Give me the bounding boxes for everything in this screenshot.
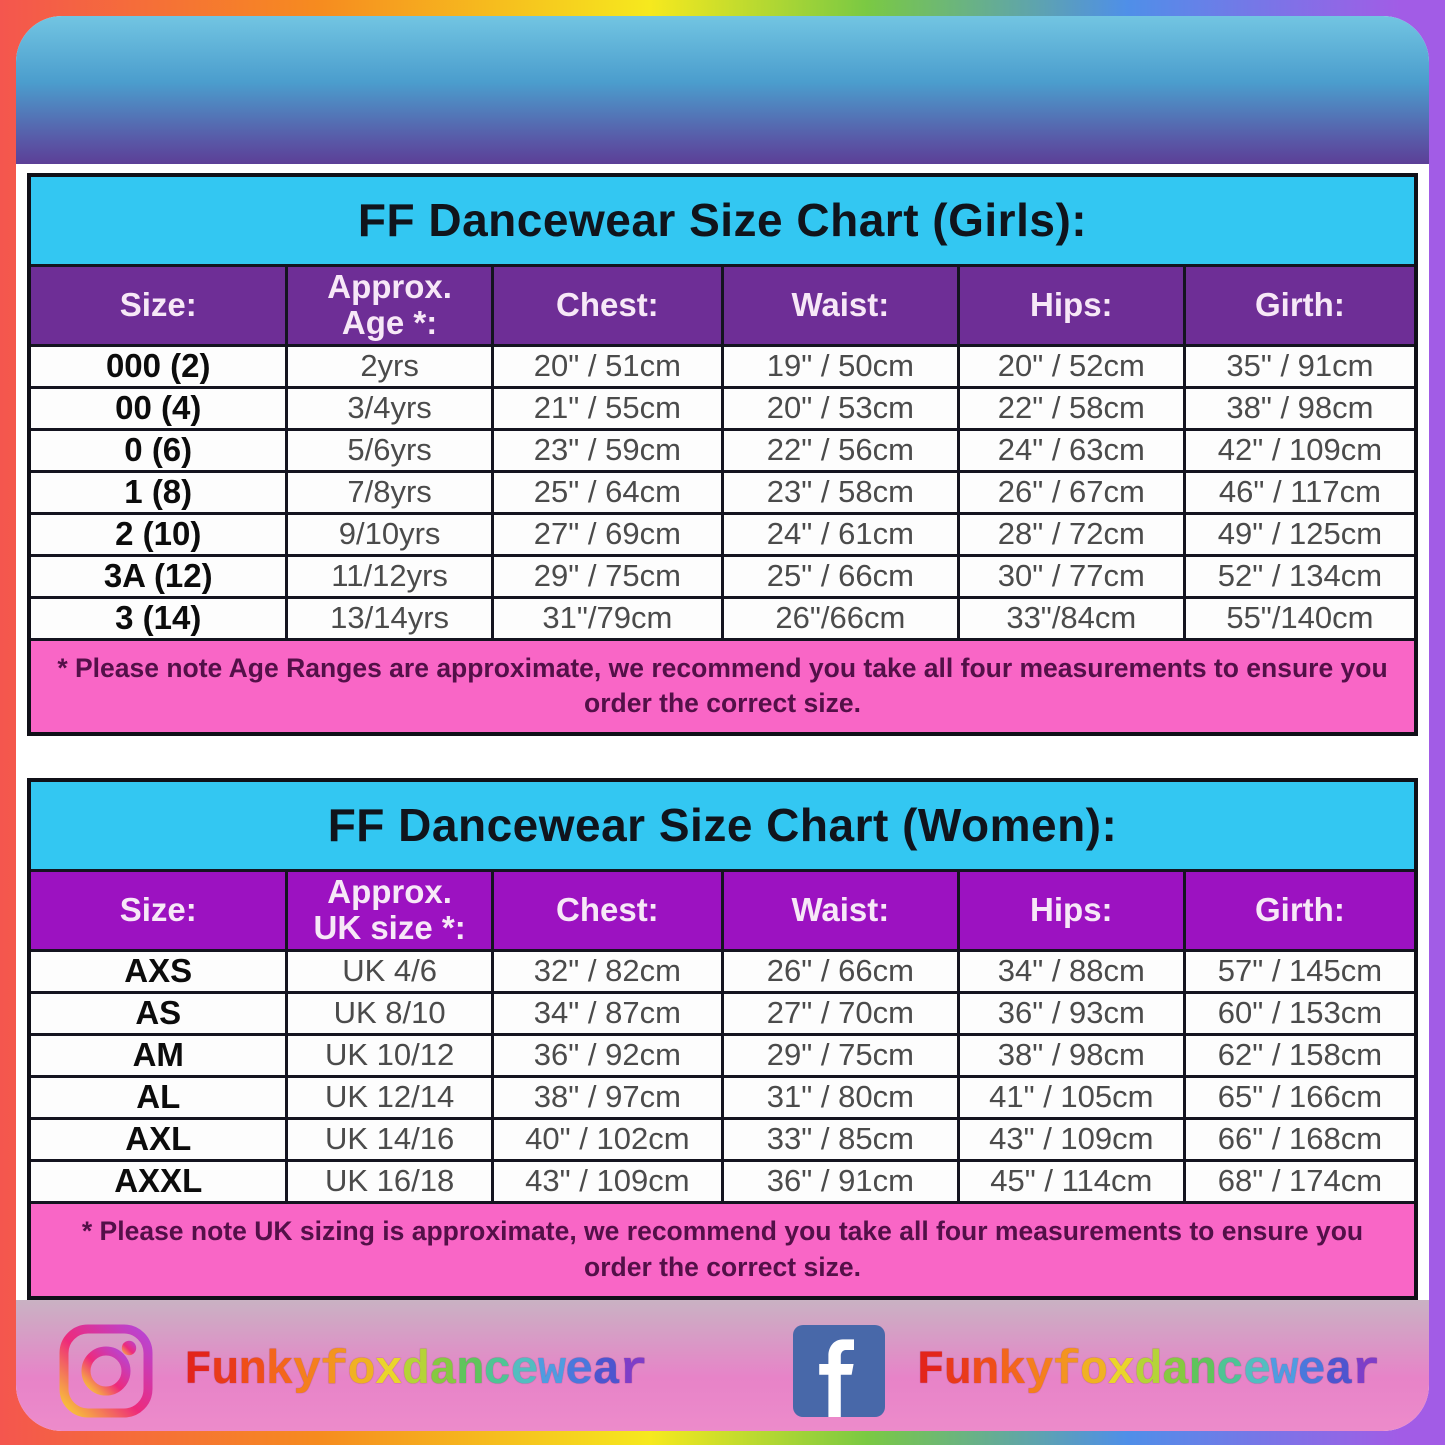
top-gradient-band xyxy=(16,16,1429,164)
women-table-title: FF Dancewear Size Chart (Women): xyxy=(29,780,1416,870)
table-cell: 55"/140cm xyxy=(1184,597,1416,639)
table-cell: 45" / 114cm xyxy=(958,1160,1184,1202)
table-cell: 52" / 134cm xyxy=(1184,555,1416,597)
table-cell: 57" / 145cm xyxy=(1184,950,1416,992)
table-cell: 38" / 98cm xyxy=(1184,387,1416,429)
column-header: Waist: xyxy=(722,265,958,345)
table-cell: 43" / 109cm xyxy=(958,1118,1184,1160)
table-cell: 25" / 64cm xyxy=(492,471,722,513)
table-cell: 30" / 77cm xyxy=(958,555,1184,597)
table-cell: 65" / 166cm xyxy=(1184,1076,1416,1118)
table-cell: 21" / 55cm xyxy=(492,387,722,429)
instagram-icon xyxy=(58,1323,154,1419)
column-header: Size: xyxy=(29,870,287,950)
table-cell: 32" / 82cm xyxy=(492,950,722,992)
table-cell: 60" / 153cm xyxy=(1184,992,1416,1034)
table-cell: UK 8/10 xyxy=(287,992,492,1034)
table-cell: 36" / 91cm xyxy=(722,1160,958,1202)
table-row xyxy=(29,345,1416,387)
table-row xyxy=(29,555,1416,597)
table-cell: 38" / 98cm xyxy=(958,1034,1184,1076)
table-cell: 26" / 66cm xyxy=(722,950,958,992)
table-cell: 31" / 80cm xyxy=(722,1076,958,1118)
table-cell: 24" / 61cm xyxy=(722,513,958,555)
table-cell: 20" / 51cm xyxy=(492,345,722,387)
table-cell: UK 14/16 xyxy=(287,1118,492,1160)
table-cell: 5/6yrs xyxy=(287,429,492,471)
table-cell: AL xyxy=(29,1076,287,1118)
table-row xyxy=(29,429,1416,471)
table-row xyxy=(29,950,1416,992)
table-cell: 29" / 75cm xyxy=(492,555,722,597)
table-cell: UK 10/12 xyxy=(287,1034,492,1076)
women-header-row xyxy=(29,870,1416,950)
table-cell: 000 (2) xyxy=(29,345,287,387)
table-cell: 43" / 109cm xyxy=(492,1160,722,1202)
column-header: Hips: xyxy=(958,870,1184,950)
table-cell: AXL xyxy=(29,1118,287,1160)
table-cell: 46" / 117cm xyxy=(1184,471,1416,513)
social-footer xyxy=(16,1300,1429,1431)
table-cell: AXXL xyxy=(29,1160,287,1202)
instagram-handle-text: Funkyfoxdancewear xyxy=(184,1344,647,1398)
table-cell: 23" / 58cm xyxy=(722,471,958,513)
table-cell: 66" / 168cm xyxy=(1184,1118,1416,1160)
table-row xyxy=(29,1076,1416,1118)
column-header: Chest: xyxy=(492,870,722,950)
column-header: Size: xyxy=(29,265,287,345)
card-background xyxy=(16,16,1429,1431)
table-cell: 2 (10) xyxy=(29,513,287,555)
girls-header-row xyxy=(29,265,1416,345)
table-cell: 38" / 97cm xyxy=(492,1076,722,1118)
table-cell: 40" / 102cm xyxy=(492,1118,722,1160)
table-cell: 25" / 66cm xyxy=(722,555,958,597)
table-row xyxy=(29,1118,1416,1160)
girls-table-title: FF Dancewear Size Chart (Girls): xyxy=(29,175,1416,265)
table-cell: 26"/66cm xyxy=(722,597,958,639)
table-cell: UK 4/6 xyxy=(287,950,492,992)
column-header: Girth: xyxy=(1184,870,1416,950)
table-cell: 20" / 52cm xyxy=(958,345,1184,387)
table-cell: 27" / 70cm xyxy=(722,992,958,1034)
table-cell: AM xyxy=(29,1034,287,1076)
size-charts-content xyxy=(16,164,1429,1300)
table-cell: 36" / 92cm xyxy=(492,1034,722,1076)
table-cell: 26" / 67cm xyxy=(958,471,1184,513)
table-cell: UK 12/14 xyxy=(287,1076,492,1118)
column-header: Waist: xyxy=(722,870,958,950)
table-row xyxy=(29,387,1416,429)
table-cell: 33" / 85cm xyxy=(722,1118,958,1160)
table-cell: 3 (14) xyxy=(29,597,287,639)
women-size-note: * Please note UK sizing is approximate, we recommend you take all four measurements to ensure you order the correct size. xyxy=(29,1202,1416,1298)
table-cell: 20" / 53cm xyxy=(722,387,958,429)
table-cell: 35" / 91cm xyxy=(1184,345,1416,387)
column-header: Approx. Age *: xyxy=(287,265,492,345)
table-cell: 13/14yrs xyxy=(287,597,492,639)
column-header: Hips: xyxy=(958,265,1184,345)
table-cell: 11/12yrs xyxy=(287,555,492,597)
table-cell: 28" / 72cm xyxy=(958,513,1184,555)
table-row xyxy=(29,1034,1416,1076)
facebook-icon xyxy=(791,1323,887,1419)
column-header: Approx. UK size *: xyxy=(287,870,492,950)
instagram-link[interactable] xyxy=(16,1323,723,1419)
table-cell: 34" / 88cm xyxy=(958,950,1184,992)
table-cell: 22" / 58cm xyxy=(958,387,1184,429)
table-cell: AS xyxy=(29,992,287,1034)
table-cell: 68" / 174cm xyxy=(1184,1160,1416,1202)
table-cell: 34" / 87cm xyxy=(492,992,722,1034)
table-row xyxy=(29,471,1416,513)
table-cell: 36" / 93cm xyxy=(958,992,1184,1034)
table-cell: UK 16/18 xyxy=(287,1160,492,1202)
table-row xyxy=(29,513,1416,555)
table-cell: 00 (4) xyxy=(29,387,287,429)
table-row xyxy=(29,1160,1416,1202)
table-cell: 3/4yrs xyxy=(287,387,492,429)
table-cell: 7/8yrs xyxy=(287,471,492,513)
table-cell: 41" / 105cm xyxy=(958,1076,1184,1118)
table-cell: 3A (12) xyxy=(29,555,287,597)
girls-size-table xyxy=(27,173,1418,736)
table-cell: 31"/79cm xyxy=(492,597,722,639)
table-cell: 1 (8) xyxy=(29,471,287,513)
table-cell: 23" / 59cm xyxy=(492,429,722,471)
column-header: Girth: xyxy=(1184,265,1416,345)
girls-size-note: * Please note Age Ranges are approximate, we recommend you take all four measurements to ensure you order the correct size. xyxy=(29,639,1416,734)
table-cell: AXS xyxy=(29,950,287,992)
table-cell: 42" / 109cm xyxy=(1184,429,1416,471)
table-cell: 33"/84cm xyxy=(958,597,1184,639)
column-header: Chest: xyxy=(492,265,722,345)
table-cell: 22" / 56cm xyxy=(722,429,958,471)
facebook-link[interactable] xyxy=(723,1323,1430,1419)
table-cell: 9/10yrs xyxy=(287,513,492,555)
table-cell: 49" / 125cm xyxy=(1184,513,1416,555)
table-cell: 29" / 75cm xyxy=(722,1034,958,1076)
women-size-table xyxy=(27,778,1418,1300)
facebook-handle-text: Funkyfoxdancewear xyxy=(916,1344,1380,1398)
table-cell: 27" / 69cm xyxy=(492,513,722,555)
table-cell: 0 (6) xyxy=(29,429,287,471)
table-cell: 62" / 158cm xyxy=(1184,1034,1416,1076)
table-cell: 2yrs xyxy=(287,345,492,387)
table-row xyxy=(29,992,1416,1034)
table-cell: 19" / 50cm xyxy=(722,345,958,387)
table-row xyxy=(29,597,1416,639)
table-cell: 24" / 63cm xyxy=(958,429,1184,471)
